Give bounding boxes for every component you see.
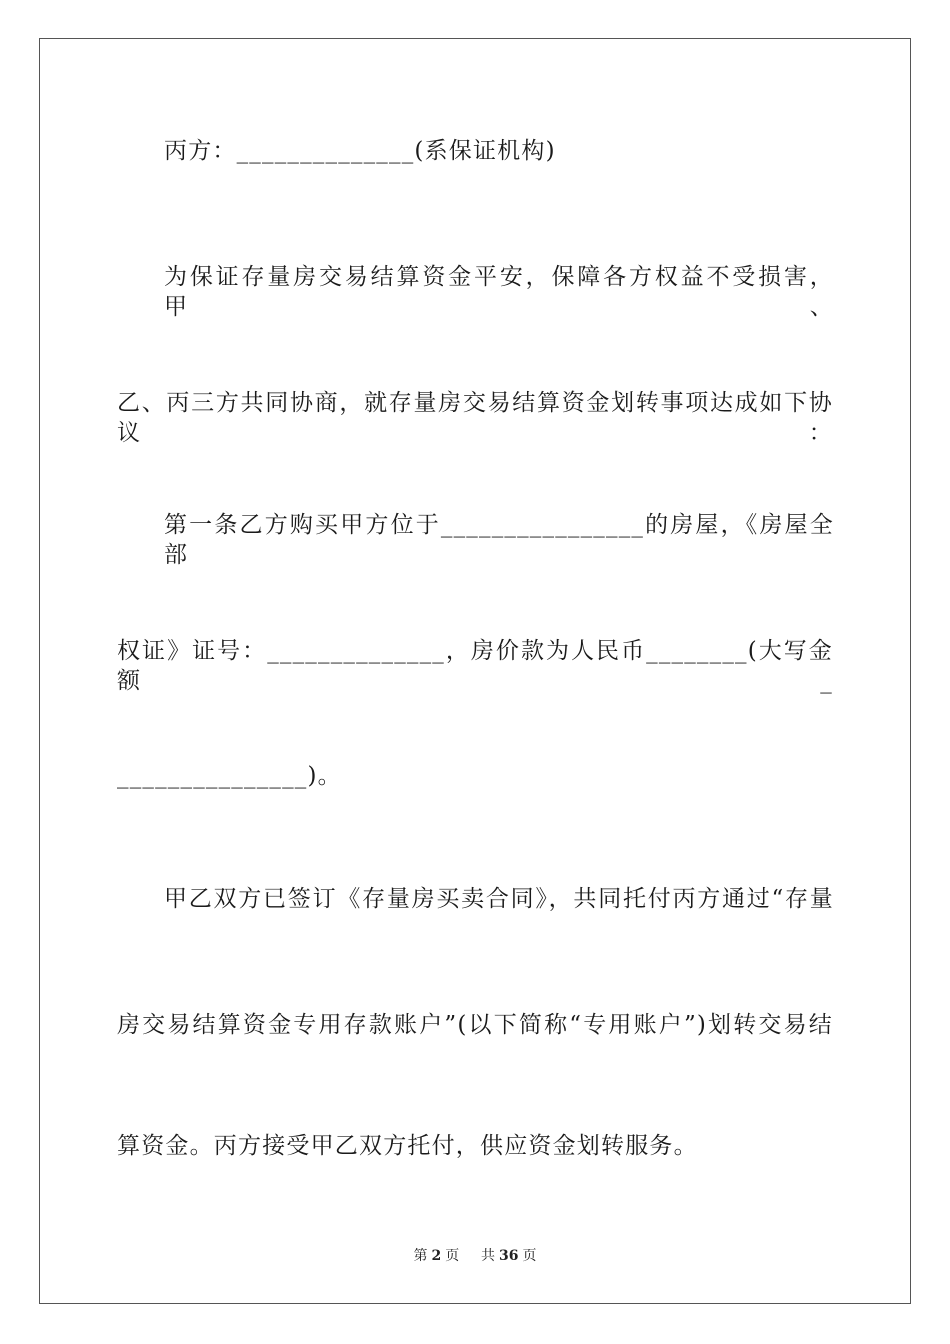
page-suffix: 页 — [445, 1248, 460, 1264]
paragraph-1-line-2: 乙、丙三方共同协商，就存量房交易结算资金划转事项达成如下协议： — [117, 390, 833, 446]
article-1-line-1: 第一条乙方购买甲方位于________________的房屋，《房屋全部 — [164, 512, 834, 568]
page-number-footer — [0, 1247, 950, 1265]
total-prefix: 共 — [481, 1248, 496, 1264]
total-suffix: 页 — [522, 1248, 537, 1264]
paragraph-3-line-2: 房交易结算资金专用存款账户”(以下简称“专用账户”)划转交易结 — [117, 1012, 833, 1038]
paragraph-1-line-1: 为保证存量房交易结算资金平安，保障各方权益不受损害，甲、 — [164, 264, 834, 320]
paragraph-3-line-1: 甲乙双方已签订《存量房买卖合同》，共同托付丙方通过“存量 — [164, 886, 834, 912]
page-prefix: 第 — [413, 1248, 428, 1264]
paragraph-3-line-3: 算资金。丙方接受甲乙双方托付，供应资金划转服务。 — [117, 1133, 698, 1159]
article-1-line-3: _______________)。 — [117, 763, 342, 789]
party-c-line: 丙方：______________(系保证机构) — [164, 138, 556, 164]
total-page-count: 36 — [499, 1248, 519, 1264]
article-1-line-2: 权证》证号：______________，房价款为人民币________(大写金额_ — [117, 638, 833, 694]
current-page-number: 2 — [431, 1248, 442, 1264]
